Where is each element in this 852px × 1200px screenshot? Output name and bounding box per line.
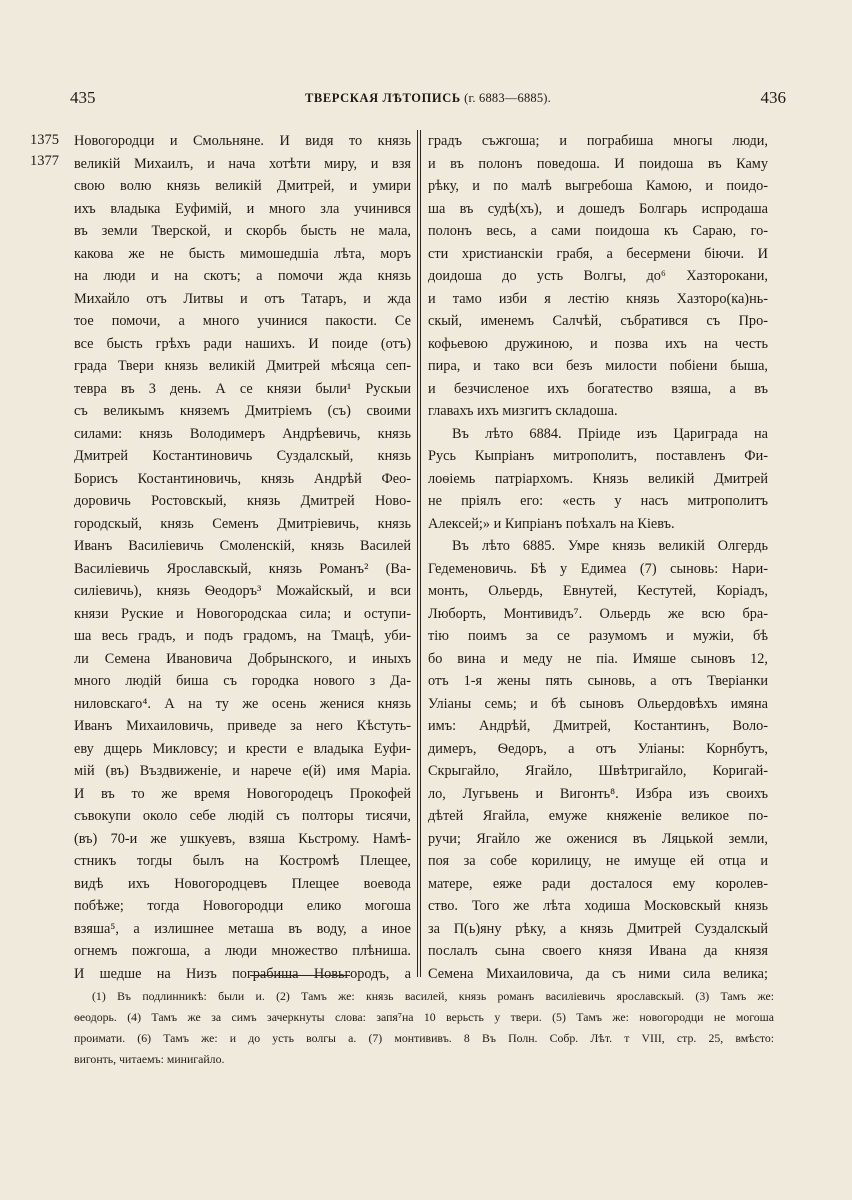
text-line: силіевичь), князь Ѳеодоръ³ Можайскый, и вси [74, 583, 411, 599]
right-column [428, 130, 768, 985]
text-line: дѣтей Ягайла, емуже княженіе великое по- [428, 808, 768, 824]
text-line: не пріялъ его: «есть у насъ митрополитъ [428, 493, 768, 509]
text-line: великій Михаилъ, и нача хотѣти миру, и взя [74, 155, 411, 172]
text-line: Новогородци и Смольняне. И видя то князь [74, 133, 411, 149]
text-line: отъ 1-я жены пять сыновь, а отъ Тверіанки [428, 673, 768, 689]
text-line: и въ полонъ поведоша. И поидоша въ Каму [428, 155, 768, 172]
running-title-range: (г. 6883—6885). [464, 91, 551, 105]
margin-years [30, 130, 59, 172]
text-line: за П(ь)яну рѣку, а князь Дмитрей Суздалскый [428, 920, 768, 937]
text-line: все бысть грѣхъ ради нашихъ. И поиде (отъ) [74, 335, 411, 352]
text-line: сти христианскіи грабя, а бесермени біючи. И [428, 245, 768, 262]
text-line: Михайло отъ Литвы и отъ Татаръ, и жда [74, 290, 411, 307]
text-line: еву дщерь Микловсу; и крести е владыка Еуфи- [74, 740, 411, 757]
text-line: тевра въ 3 день. А се князи были¹ Рускыи [74, 380, 411, 397]
text-line: ло, Лугьвень и Вигонть⁸. Избра изъ своихъ [428, 785, 768, 802]
text-line: ихъ владыка Еуфимій, и много зла учинився [74, 200, 411, 217]
text-line: Иванъ Василіевичь Смоленскій, князь Василей [74, 538, 411, 554]
text-line: князи Руские и Новогородскаа сила; и оступи- [74, 605, 411, 622]
text-line: тію поимъ за се разумомъ и мужіи, бѣ [428, 628, 768, 644]
text-line: свою волю князь великій Дмитрей, и умири [74, 178, 411, 194]
text-line: Люборть, Монтивидъ⁷. Ольердь же всю бра- [428, 605, 768, 622]
text-line: монть, Ольердь, Евнутей, Кестутей, Коріадъ, [428, 583, 768, 599]
text-line: ство. Того же лѣта ходиша Московскый князь [428, 898, 768, 914]
text-line: Алексей;» и Кипріанъ поѣхалъ на Кіевъ. [428, 515, 675, 532]
text-line: послалъ сына своего князя Ивана да князя [428, 943, 768, 959]
text-line: матере, еяже ради досталося ему королев- [428, 875, 768, 892]
text-line: Василіевичь Ярославскый, князь Романъ² (Ва- [74, 560, 411, 577]
text-line: мій (въ) Въздвиженіе, и нарече е(й) имя Маріа. [74, 763, 411, 779]
text-line: стникъ тогды былъ на Костромѣ Плещее, [74, 853, 411, 869]
text-line: Дмитрей Костантиновичь Суздалскый, князь [74, 448, 411, 464]
margin-year: 1377 [30, 153, 59, 169]
text-line: Уліаны семь; и бѣ сыновъ Ольердовѣхъ имяна [428, 695, 768, 712]
text-line: видѣ ихъ Новогородцевъ Плещее воевода [74, 875, 411, 892]
footnotes [74, 986, 774, 1070]
text-line: скый, именемъ Салчѣй, събратився съ Про- [428, 313, 768, 329]
text-line: И шедше на Низъ пограбиша Новьгородъ, а [74, 965, 411, 982]
left-column [74, 130, 411, 985]
text-line: главахъ ихъ мизгитъ складоша. [428, 403, 618, 419]
text-line: Семена Михаиловича, да съ ними сила велика; [428, 965, 768, 982]
text-line: кофьевою дружиною, и позва ихъ на честь [428, 335, 768, 352]
footnote-line: ѳеодорь. (4) Тамъ же за симъ зачеркнуты слова: запя⁷на 10 верьсть у твери. (5) Тамъ же: новогородци не могоша [74, 1010, 774, 1024]
text-line: въ земли Тверской, и скорбь бысть не мала, [74, 223, 411, 239]
column-divider [417, 130, 421, 977]
text-line: взяша⁵, а излишнее меташа въ воду, а иное [74, 920, 411, 937]
text-line: Иванъ Михаиловичь, приведе за него Кѣстуть- [74, 718, 411, 734]
text-line: Скрыгайло, Ягайло, Швѣтригайло, Коригай- [428, 763, 768, 779]
footnote-rule [250, 975, 350, 976]
text-line: поя за собе корилицу, не имуще ей отца и [428, 853, 768, 869]
margin-year: 1375 [30, 132, 59, 148]
text-line: ниловскаго⁴. А на ту же осень женися князь [74, 695, 411, 712]
text-line: городскый, князь Семенъ Дмитріевичь, князь [74, 515, 411, 532]
text-line: съвокупи около себе людій съ полторы тисячи, [74, 808, 411, 824]
footnote-line: (1) Въ подлинникѣ: были и. (2) Тамъ же: князь василей, князь романъ василіевичь ярославскый. (3) Тамъ же: [92, 989, 774, 1003]
text-line: града Твери князь великій Дмитрей мѣсяца сеп- [74, 358, 411, 374]
footnote-line: вигонть, читаемъ: минигайло. [74, 1052, 225, 1066]
text-line: и тамо изби я лестію князь Хазторо(ка)нь- [428, 290, 768, 307]
text-line: имъ: Андрѣй, Дмитрей, Костантинъ, Воло- [428, 718, 768, 734]
text-line: Борисъ Костантиновичь, князь Андрѣй Фео- [74, 470, 411, 487]
text-line: ша въ судѣ(хъ), и дошедъ Болгарь испродаша [428, 200, 768, 217]
text-line: доровичь Ростовскый, князь Дмитрей Ново- [74, 493, 411, 509]
running-title-text: ТВЕРСКАЯ ЛѢТОПИСЬ [304, 91, 461, 105]
text-line: какова же не бысть мимошедшіа лѣта, моръ [74, 245, 411, 262]
text-line: лоѳіемь патріархомъ. Князь великій Дмитрей [428, 470, 768, 487]
text-line: рѣку, и по малѣ выгребоша Камою, и поидо- [428, 178, 768, 194]
text-line: ша весь градъ, и подъ градомъ, на Тмацѣ, уби- [74, 628, 411, 644]
text-line: Гедеменовичь. Бѣ у Едимеа (7) сыновь: Нари- [428, 560, 768, 577]
text-line: ли Семена Ивановича Добрынского, и иныхъ [74, 650, 411, 667]
text-line: бо вина и меду не піа. Имяше сыновъ 12, [428, 650, 768, 667]
text-line: много людій биша съ городка нового з Да- [74, 673, 411, 689]
text-line: (въ) 70-и же ушкуевъ, взяша Кьстрому. Намѣ- [74, 830, 411, 847]
text-line: силами: князь Володимеръ Андрѣевичь, князь [74, 425, 411, 442]
right-page-number: 436 [760, 88, 786, 107]
text-line: и безчисленое ихъ богатество взяша, а въ [428, 380, 768, 397]
footnote-line: проимати. (6) Тамъ же: и до усть волгы а. (7) монтививъ. 8 Въ Полн. Собр. Лѣт. т VIII, стр. 25, вмѣсто: [74, 1031, 774, 1045]
running-title [70, 91, 786, 106]
text-line: Русь Кыпріанъ митрополитъ, поставленъ Фи- [428, 448, 768, 464]
text-line: доидоша до усть Волгы, до⁶ Хазторокани, [428, 268, 768, 284]
text-line: пира, и тако вси безъ милости побіени быша, [428, 358, 768, 374]
text-line: полонъ весь, а сами поидоша къ Сараю, го- [428, 223, 768, 239]
page-header [70, 88, 786, 112]
text-line: И въ то же время Новогородецъ Прокофей [74, 785, 411, 802]
text-line: ручи; Ягайло же оженися въ Ляцькой земли, [428, 830, 768, 847]
text-line: на люди и на скотъ; а помочи жда князь [74, 268, 411, 284]
text-line: димеръ, Ѳедоръ, а отъ Уліаны: Корнбутъ, [428, 740, 768, 757]
text-line: побѣже; тогда Новогородци елико могоша [74, 898, 411, 914]
text-line: Въ лѣто 6885. Умре князь великій Олгердь [452, 538, 768, 554]
text-line: съ великымъ княземъ Дмитріемъ (съ) своими [74, 403, 411, 419]
text-line: Въ лѣто 6884. Пріиде изъ Цариграда на [452, 425, 768, 442]
text-line: градъ съжгоша; и пограбиша многы люди, [428, 133, 768, 149]
left-page-number: 435 [70, 88, 96, 107]
text-line: огнемъ пожгоша, а люди множество плѣниша. [74, 943, 411, 959]
text-line: тое помочи, а много учинися пакости. Се [74, 313, 411, 329]
